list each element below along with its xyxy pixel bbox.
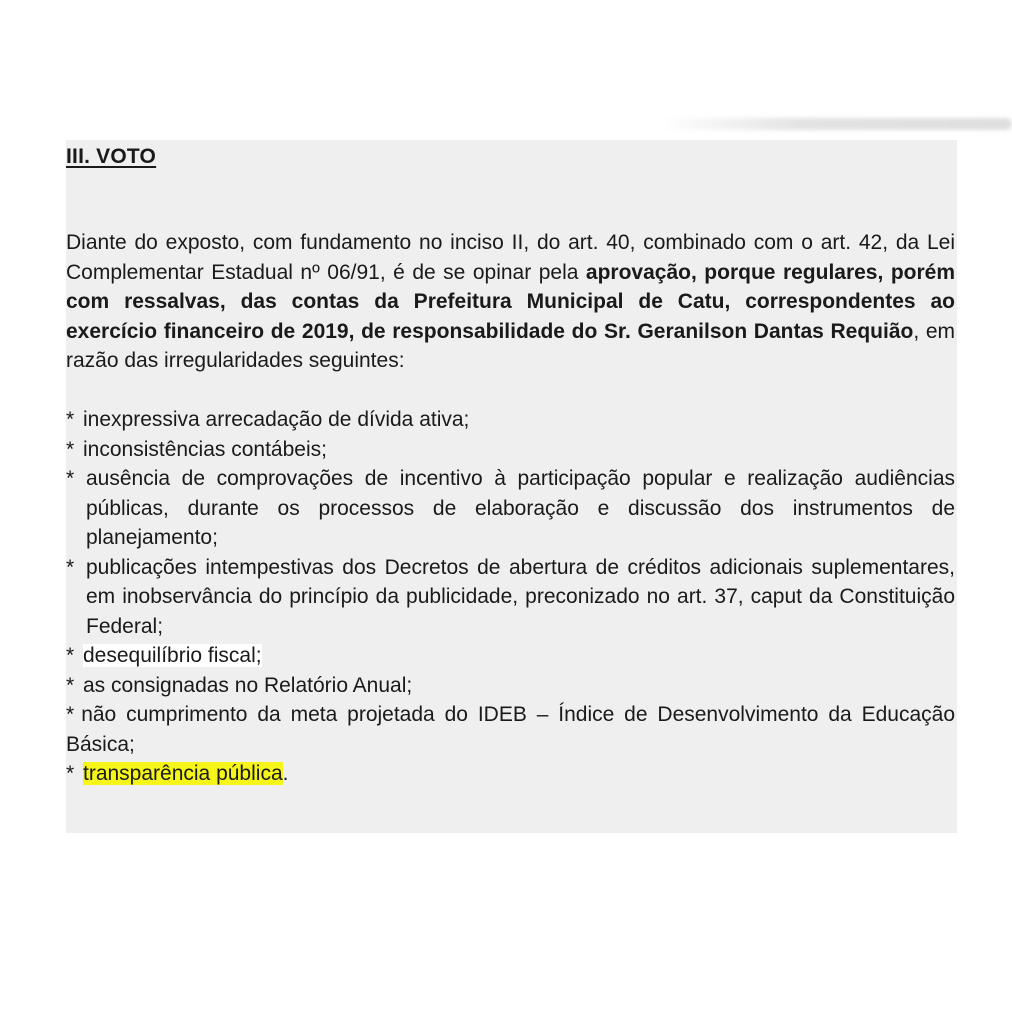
bullet-star: * [66, 467, 75, 490]
bullet-star: * [66, 408, 75, 431]
list-item [66, 553, 955, 642]
paragraph-intro: Diante do exposto, com fundamento no inciso II, do art. 40, combinado com o art. 42, da Lei Complementar Estadual nº 06/91, é de se opinar pela [66, 231, 955, 284]
list-item-text: não cumprimento da meta projetada do IDEB – Índice de Desenvolvimento da Educação Básica; [66, 703, 955, 756]
bullet-star: * [66, 644, 75, 667]
document-body [66, 228, 955, 789]
paragraph-bold: aprovação, porque regulares, porém com ressalvas, das contas da Prefeitura Municipal de Catu, correspondentes ao exercício financeiro de 2019, de responsabilidade do Sr. Geranilson Dantas Requião [66, 260, 955, 343]
paragraph-outro: , em razão das irregularidades seguintes: [66, 319, 956, 372]
list-item [66, 464, 955, 553]
list-item [66, 405, 955, 435]
list-item-text: ausência de comprovações de incentivo à participação popular e realização audiências públicas, durante os processos de elaboração e discussão dos instrumentos de planejamento; [86, 467, 955, 549]
list-item-text: as consignadas no Relatório Anual; [83, 673, 413, 697]
page-edge-shadow [660, 118, 1012, 130]
list-item [66, 700, 955, 759]
list-item [66, 641, 955, 671]
white-highlight [66, 644, 262, 667]
list-item-text: inexpressiva arrecadação de dívida ativa; [83, 408, 470, 431]
bullet-star: * [66, 703, 75, 726]
bullet-star: * [66, 437, 75, 461]
list-item-suffix: . [282, 762, 289, 785]
list-item [66, 435, 955, 465]
list-item-text: publicações intempestivas dos Decretos de abertura de créditos adicionais suplementares, em inobservância do princípio da publicidade, preconizado no art. 37, caput da Constituição Federal; [86, 555, 955, 638]
irregularities-list [66, 405, 955, 789]
highlighted-text: transparência pública [83, 762, 283, 785]
bullet-star: * [66, 673, 75, 697]
bullet-star: * [66, 762, 75, 785]
list-item-text: desequilíbrio fiscal; [83, 644, 262, 667]
list-item [66, 759, 955, 789]
section-heading: III. VOTO [66, 145, 157, 168]
list-item-text: inconsistências contábeis; [83, 437, 327, 461]
bullet-star: * [66, 555, 75, 579]
vote-paragraph [66, 228, 955, 376]
list-item [66, 671, 955, 701]
